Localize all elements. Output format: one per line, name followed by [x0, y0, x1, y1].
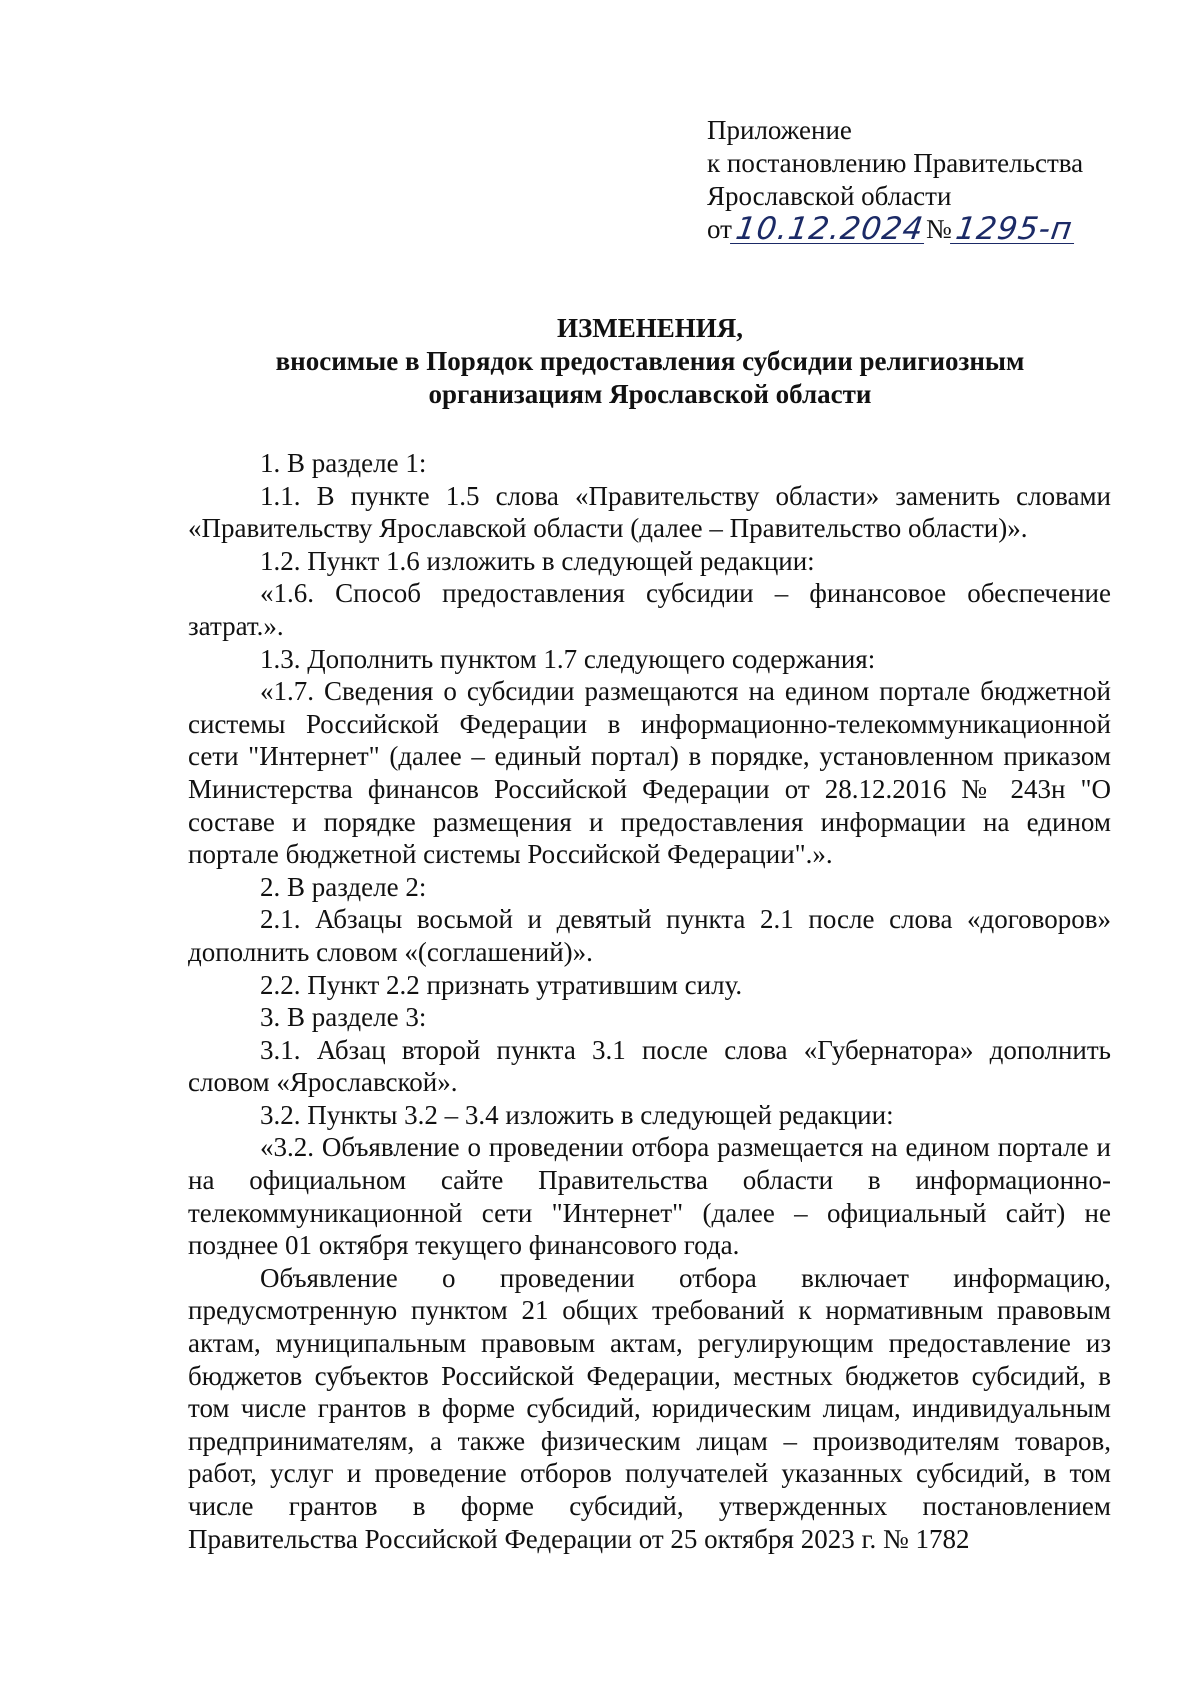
- paragraph: 1.2. Пункт 1.6 изложить в следующей редакции:: [260, 545, 815, 576]
- handwritten-number: 1295-п: [953, 211, 1075, 247]
- paragraph: «3.2. Объявление о проведении отбора размещается на едином портале и на официальном сайте Правительства области в информационно-телекоммуникационной сети "Интернет" (далее – официальный сайт) не позднее 01 октября текущего финансового года.: [188, 1132, 1111, 1261]
- paragraph: 2.2. Пункт 2.2 признать утратившим силу.: [260, 969, 743, 1000]
- document-body: [188, 447, 1111, 1555]
- paragraph: 3. В разделе 3:: [260, 1002, 427, 1033]
- paragraph: 1. В разделе 1:: [260, 448, 427, 478]
- paragraph: 3.2. Пункты 3.2 – 3.4 изложить в следующей редакции:: [260, 1099, 894, 1130]
- paragraph: 1.3. Дополнить пунктом 1.7 следующего содержания:: [260, 643, 876, 674]
- title-subtitle-line-1: вносимые в Порядок предоставления субсидии религиозным: [275, 346, 1025, 376]
- handwritten-date: 10.12.2024: [733, 211, 927, 247]
- appendix-region-line: Ярославской области: [707, 181, 952, 211]
- paragraph: 3.1. Абзац второй пункта 3.1 после слова «Губернатора» дополнить словом «Ярославской».: [188, 1034, 1111, 1098]
- number-prefix: №: [925, 214, 952, 244]
- title-heading: ИЗМЕНЕНИЯ,: [556, 313, 743, 343]
- document-title: [190, 312, 1110, 411]
- paragraph: 1.1. В пункте 1.5 слова «Правительству области» заменить словами «Правительству Ярославской области (далее – Правительство области)».: [188, 480, 1111, 544]
- paragraph: 2.1. Абзацы восьмой и девятый пункта 2.1 после слова «договоров» дополнить словом «(соглашений)».: [188, 904, 1111, 967]
- paragraph: 2. В разделе 2:: [260, 871, 427, 902]
- date-prefix: от: [707, 214, 732, 244]
- appendix-block: [707, 114, 1083, 246]
- appendix-date-number-line: [707, 213, 1083, 246]
- paragraph: «1.7. Сведения о субсидии размещаются на едином портале бюджетной системы Российской Федерации в информационно-телекоммуникационной сети "Интернет" (далее – единый портал) в порядке, установленном приказом Министерства финансов Российской Федерации от 28.12.2016 № 243н "О составе и порядке размещения и предоставления информации на едином портале бюджетной системы Российской Федерации".».: [188, 676, 1111, 870]
- title-subtitle-line-2: организациям Ярославской области: [428, 379, 872, 409]
- paragraph: «1.6. Способ предоставления субсидии – финансовое обеспечение затрат.».: [188, 578, 1111, 641]
- appendix-resolution-line: к постановлению Правительства: [707, 148, 1084, 178]
- appendix-label: Приложение: [707, 115, 852, 145]
- paragraph: Объявление о проведении отбора включает информацию, предусмотренную пунктом 21 общих требований к нормативным правовым актам, муниципальным правовым актам, регулирующим предоставление из бюджетов субъектов Российской Федерации, местных бюджетов субсидий, в том числе грантов в форме субсидий, юридическим лицам, индивидуальным предпринимателям, а также физическим лицам – производителям товаров, работ, услуг и проведение отборов получателей указанных субсидий, в том числе грантов в форме субсидий, утвержденных постановлением Правительства Российской Федерации от 25 октября 2023 г. № 1782: [188, 1262, 1111, 1554]
